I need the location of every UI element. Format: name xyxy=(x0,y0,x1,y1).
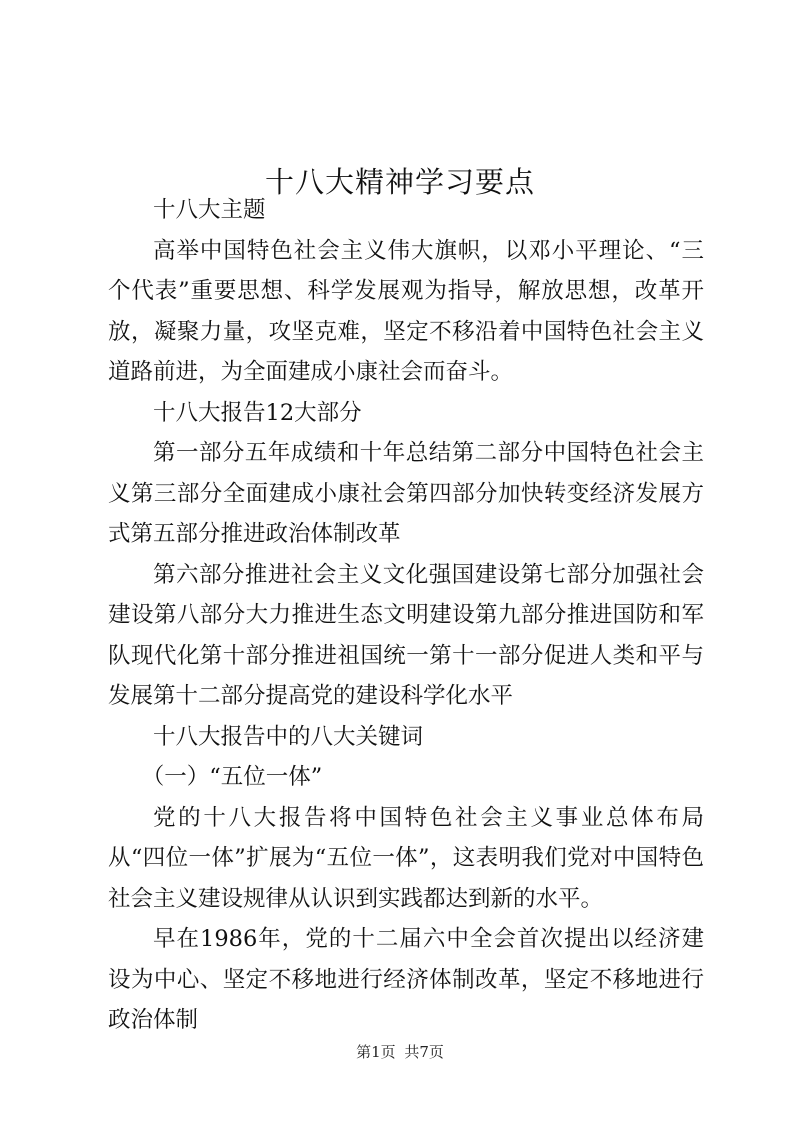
subheading-five-in-one: （一）“五位一体” xyxy=(141,764,323,790)
paragraph-theme-text: 高举中国特色社会主义伟大旗帜，以邓小平理论、“三个代表”重要思想、科学发展观为指导，解放思想，改革开放，凝聚力量，攻坚克难，坚定不移沿着中国特色社会主义道路前进，为全面建成小康社会而奋斗。 xyxy=(108,237,704,385)
page-number: 第1页 xyxy=(356,1043,396,1061)
paragraph-1986-history: 早在1986年，党的十二届六中全会首次提出以经济建设为中心、坚定不移地进行经济体制改革，坚定不移地进行政治体制 xyxy=(108,926,704,1033)
section-heading-report-parts: 十八大报告12大部分 xyxy=(153,399,362,426)
document-body xyxy=(108,190,704,1041)
paragraph-parts-six-to-twelve: 第六部分推进社会主义文化强国建设第七部分加强社会建设第八部分大力推进生态文明建设第九部分推进国防和军队现代化第十部分推进祖国统一第十一部分促进人类和平与发展第十二部分提高党的建设科学化水平 xyxy=(108,561,704,709)
page-title: 十八大精神学习要点 xyxy=(264,165,535,200)
page-footer xyxy=(0,1042,800,1062)
paragraph-parts-one-to-five: 第一部分五年成绩和十年总结第二部分中国特色社会主义第三部分全面建成小康社会第四部分加快转变经济发展方式第五部分推进政治体制改革 xyxy=(108,440,704,547)
section-heading-keywords: 十八大报告中的八大关键词 xyxy=(153,723,424,750)
section-heading-theme: 十八大主题 xyxy=(153,197,266,223)
paragraph-five-in-one: 党的十八大报告将中国特色社会主义事业总体布局从“四位一体”扩展为“五位一体”，这表明我们党对中国特色社会主义建设规律从认识到实践都达到新的水平。 xyxy=(108,804,704,912)
page-total: 共7页 xyxy=(404,1043,444,1061)
